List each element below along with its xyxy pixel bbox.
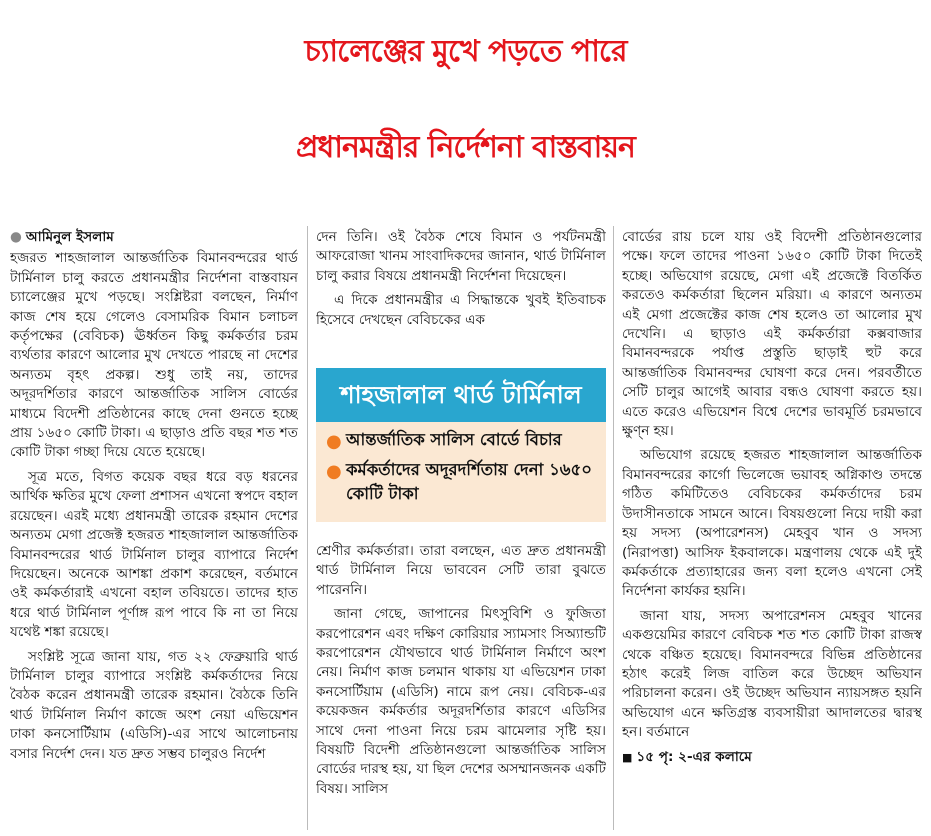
orange-bullet-icon: ●	[326, 431, 342, 452]
article-column-2-bottom	[316, 542, 606, 832]
article-column-1	[10, 228, 298, 828]
square-bullet-icon: ■	[622, 750, 633, 764]
column-divider	[613, 226, 614, 830]
paragraph: জানা গেছে, জাপানের মিৎসুবিশি ও ফুজিতা করপোরেশন এবং দক্ষিণ কোরিয়ার স্যামসাং সিঅ্যান্ডটি করপোরেশন যৌথভাবে থার্ড টার্মিনাল নির্মাণে অংশ নেয়। নির্মাণ কাজ চলমান থাকায় যা এভিয়েশন ঢাকা কনসোর্টিয়াম (এডিসি) নামে রূপ নেয়। বেবিচক-এর কয়েকজন কর্মকর্তার অদূরদর্শিতার কারণে এডিসির সাথে দেনা পাওনা নিয়ে চরম ঝামেলার সৃষ্টি হয়। বিষয়টি বিদেশী প্রতিষ্ঠানগুলো আন্তর্জাতিক সালিস বোর্ডের দারস্থ হয়, যা ছিল দেশের অসম্মানজনক একটি বিষয়। সালিস	[316, 606, 606, 797]
highlight-item	[316, 428, 606, 452]
headline-line-1: চ্যালেঞ্জের মুখে পড়তে পারে	[304, 34, 627, 69]
highlight-title: শাহজালাল থার্ড টার্মিনাল	[316, 368, 606, 422]
highlight-box	[316, 368, 606, 522]
column-divider	[307, 226, 308, 830]
highlight-item-text: কর্মকর্তাদের অদূরদর্শিতায় দেনা ১৬৫০ কোটি টাকা	[346, 460, 592, 503]
paragraph: সংশ্লিষ্ট সূত্রে জানা যায়, গত ২২ ফেব্রুয়ারি থার্ড টার্মিনাল চালুর ব্যাপারে সংশ্লিষ্ট কর্মকর্তাদের নিয়ে বৈঠক করেন প্রধানমন্ত্রী তারেক রহমান। বৈঠকে তিনি থার্ড টার্মিনাল নির্মাণ কাজে অংশ নেয়া এভিয়েশন ঢাকা কনসোর্টিয়াম (এডিসি)-এর সাথে আলোচনায় বসার নির্দেশ দেন। যত দ্রুত সম্ভব চালুরও নির্দেশ	[10, 648, 298, 762]
paragraph: দেন তিনি। ওই বৈঠক শেষে বিমান ও পর্যটনমন্ত্রী আফরোজা খানম সাংবাদিকদের জানান, থার্ড টার্মিনাল চালু করার বিষয়ে প্রধানমন্ত্রী নির্দেশনা দিয়েছেন।	[316, 229, 606, 284]
article-column-2-top	[316, 228, 606, 360]
highlight-item	[316, 458, 606, 506]
byline	[10, 228, 298, 247]
paragraph: সূত্র মতে, বিগত কয়েক বছর ধরে বড় ধরনের আর্থিক ক্ষতির মুখে ফেলা প্রশাসন এখনো স্বপদে বহাল রয়েছেন। এরই মধ্যে প্রধানমন্ত্রী তারেক রহমান দেশের অন্যতম মেগা প্রজেক্ট হজরত শাহজালাল আন্তর্জাতিক বিমানবন্দরের থার্ড টার্মিনাল চালুর ব্যাপারে নির্দেশ দিয়েছেন। অনেকে আশঙ্কা প্রকাশ করেছেন, বর্তমানে ওই কর্মকর্তারাই এখনো বহাল তবিয়তে। তাদের হাত ধরে থার্ড টার্মিনাল পূর্ণাঙ্গ রূপ পাবে কি না তা নিয়ে যথেষ্ট শঙ্কা রয়েছে।	[10, 468, 298, 641]
paragraph: শ্রেণীর কর্মকর্তারা। তারা বলছেন, এত দ্রুত প্রধানমন্ত্রী থার্ড টার্মিনাল নিয়ে ভাববেন সেটি তারা বুঝতে পারেননি।	[316, 543, 606, 598]
continuation-text: ১৫ পৃ: ২-এর কলামে	[636, 748, 752, 765]
paragraph: এ দিকে প্রধানমন্ত্রীর এ সিদ্ধান্তকে খুবই ইতিবাচক হিসেবে দেখছেন বেবিচকের এক	[316, 292, 606, 328]
article-column-3	[622, 228, 922, 828]
continuation-note	[622, 748, 922, 767]
headline	[0, 4, 931, 196]
author-name: আমিনুল ইসলাম	[25, 229, 114, 245]
orange-bullet-icon: ●	[326, 461, 342, 482]
paragraph: হজরত শাহজালাল আন্তর্জাতিক বিমানবন্দরের থার্ড টার্মিনাল চালু করতে প্রধানমন্ত্রীর নির্দেশনা বাস্তবায়ন চ্যালেঞ্জের মুখে পড়ছে। সংশ্লিষ্টরা বলছেন, নির্মাণ কাজ শেষ হয়ে গেলেও বেসামরিক বিমান চলাচল কর্তৃপক্ষের (বেবিচক) ঊর্ধ্বতন কিছু কর্মকর্তার চরম ব্যর্থতার কারণে আলোর মুখ দেখতে পারছে না দেশের অন্যতম বৃহৎ প্রকল্প। শুধু তাই নয়, তাদের অদূরদর্শিতার কারণে আন্তর্জাতিক সালিস বোর্ডের মাধ্যমে বিদেশী প্রতিষ্ঠানের কাছে দেনা গুনতে হচ্ছে প্রায় ১৬৫০ কোটি টাকা। এ ছাড়াও প্রতি বছর শত শত কোটি টাকা গচ্ছা দিয়ে যেতে হয়েছে।	[10, 250, 298, 461]
headline-line-2: প্রধানমন্ত্রীর নির্দেশনা বাস্তবায়ন	[296, 130, 635, 165]
paragraph: অভিযোগ রয়েছে হজরত শাহজালাল আন্তর্জাতিক বিমানবন্দরের কার্গো ভিলেজে ভয়াবহ অগ্নিকাণ্ড তদন্তে গঠিত কমিটিতেও বেবিচকের কর্মকর্তাদের চরম উদাসীনতাকে সামনে আনে। বিষয়গুলো নিয়ে দায়ী করা হয় সদস্য (অপারেশনস) মেহবুব খান ও সদস্য (নিরাপত্তা) আসিফ ইকবালকে। মন্ত্রণালয় থেকে এই দুই কর্মকর্তাকে প্রত্যাহারের জন্য বলা হলেও এখনো সেই নির্দেশনা কার্যকর হয়নি।	[622, 447, 922, 600]
bullet-icon: ●	[10, 229, 22, 245]
paragraph: জানা যায়, সদস্য অপারেশনস মেহবুব খানের একগুয়েমির কারণে বেবিচক শত শত কোটি টাকা রাজস্ব থেকে বঞ্চিত হয়েছে। বিমানবন্দরে বিভিন্ন প্রতিষ্ঠানের হঠাৎ করেই লিজ বাতিল করে উচ্ছেদ অভিযান পরিচালনা করেন। ওই উচ্ছেদ অভিযান ন্যায়সঙ্গত হয়নি অভিযোগ এনে ক্ষতিগ্রস্ত ব্যবসায়ীরা আদালতের দ্বারস্থ হন। বর্তমানে	[622, 607, 922, 741]
highlight-item-text: আন্তর্জাতিক সালিস বোর্ডে বিচার	[346, 430, 562, 449]
paragraph: বোর্ডের রায় চলে যায় ওই বিদেশী প্রতিষ্ঠানগুলোর পক্ষে। ফলে তাদের পাওনা ১৬৫০ কোটি টাকা দিতেই হচ্ছে। অভিযোগ রয়েছে, মেগা এই প্রজেক্টে বিতর্কিত করতেও কর্মকর্তারা ছিলেন মরিয়া। এ কারণে অন্যতম এই মেগা প্রজেক্টের কাজ শেষ হলেও তা আলোর মুখ দেখেনি। এ ছাড়াও এই কর্মকর্তারা কক্সবাজার বিমানবন্দরকে পর্যাপ্ত প্রস্তুতি ছাড়াই হুট করে আন্তর্জাতিক বিমানবন্দর ঘোষণা করে দেন। পরবর্তীতে সেটি চালুর আগেই আবার বন্ধও ঘোষণা করতে হয়। এতে করেও এভিয়েশন বিশ্বে দেশের ভাবমূর্তি চরমভাবে ক্ষুণ্ন হয়।	[622, 229, 922, 440]
